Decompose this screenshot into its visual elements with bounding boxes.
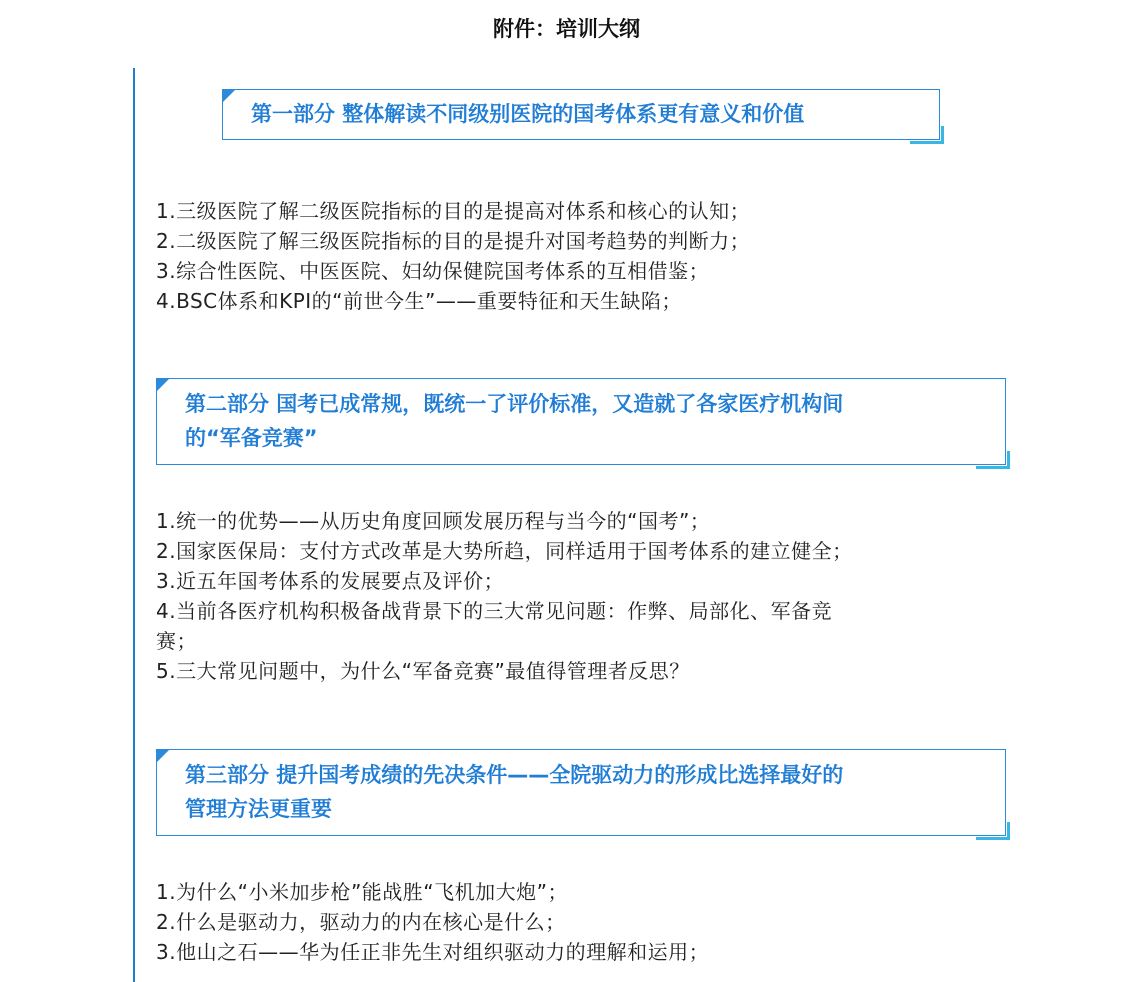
list-item: 2.二级医院了解三级医院指标的目的是提升对国考趋势的判断力； <box>156 229 751 253</box>
list-item: 5.三大常见问题中，为什么“军备竞赛”最值得管理者反思？ <box>156 659 690 683</box>
section-1-heading-line: 第一部分 整体解读不同级别医院的国考体系更有意义和价值 <box>251 102 805 126</box>
section-3-heading-line: 第三部分 提升国考成绩的先决条件——全院驱动力的形成比选择最好的 <box>185 763 844 787</box>
section-2-heading-line: 的“军备竞赛” <box>185 426 318 450</box>
corner-bracket-decoration <box>910 126 944 144</box>
corner-triangle-icon <box>223 90 235 102</box>
section-3-list <box>156 877 1006 967</box>
section-1-heading <box>251 97 804 131</box>
list-item: 4.BSC体系和KPI的“前世今生”——重要特征和天生缺陷； <box>156 289 682 313</box>
list-item: 3.综合性医院、中医医院、妇幼保健院国考体系的互相借鉴； <box>156 259 710 283</box>
corner-triangle-icon <box>157 379 169 391</box>
list-item: 1.为什么“小米加步枪”能战胜“飞机加大炮”； <box>156 880 569 904</box>
section-2-heading-line: 第二部分 国考已成常规，既统一了评价标准，又造就了各家医疗机构间 <box>185 392 844 416</box>
list-item: 1.三级医院了解二级医院指标的目的是提高对体系和核心的认知； <box>156 199 751 223</box>
list-item: 4.当前各医疗机构积极备战背景下的三大常见问题：作弊、局部化、军备竞 <box>156 599 833 623</box>
section-3-heading-box <box>156 749 1006 836</box>
section-2-list <box>156 506 1006 686</box>
section-2-heading-box <box>156 378 1006 465</box>
page-title: 附件：培训大纲 <box>493 17 640 41</box>
list-item: 3.近五年国考体系的发展要点及评价； <box>156 569 505 593</box>
section-3-heading-line: 管理方法更重要 <box>185 797 332 821</box>
section-1-heading-box <box>222 89 940 140</box>
section-3-heading <box>185 758 985 826</box>
left-vertical-rule <box>133 68 135 982</box>
list-item: 1.统一的优势——从历史角度回顾发展历程与当今的“国考”； <box>156 509 711 533</box>
list-item: 3.他山之石——华为任正非先生对组织驱动力的理解和运用； <box>156 940 710 964</box>
list-item: 2.国家医保局：支付方式改革是大势所趋，同样适用于国考体系的建立健全； <box>156 539 853 563</box>
section-1-list <box>156 196 1006 316</box>
corner-triangle-icon <box>157 750 169 762</box>
section-2-heading <box>185 387 985 455</box>
list-item: 赛； <box>156 629 197 653</box>
list-item: 2.什么是驱动力，驱动力的内在核心是什么； <box>156 910 566 934</box>
